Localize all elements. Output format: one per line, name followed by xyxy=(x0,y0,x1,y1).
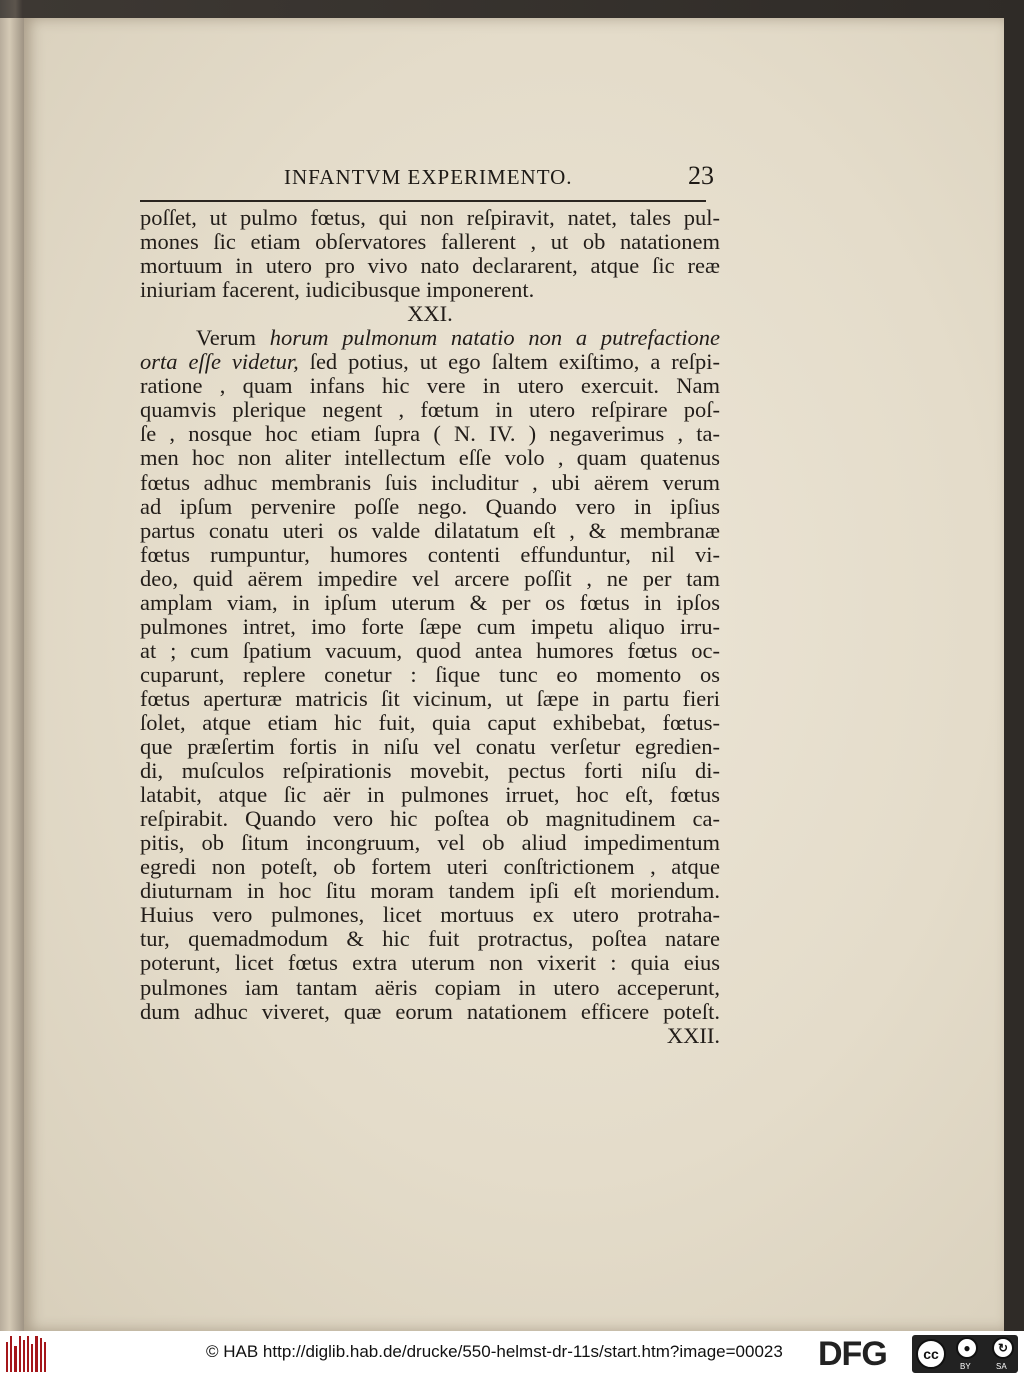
running-head xyxy=(284,161,714,195)
text-line: men hoc non aliter intellectum eſſe volo , quam quatenus xyxy=(140,446,720,471)
sa-label: SA xyxy=(996,1362,1007,1371)
cc-license-badge[interactable] xyxy=(912,1335,1018,1373)
text-line: XXII. xyxy=(666,1023,720,1048)
dfg-logo: DFG xyxy=(818,1335,887,1373)
text-line: mones ſic etiam obſervatores fallerent , ut ob natationem xyxy=(140,230,720,255)
barcode-icon xyxy=(6,1336,46,1372)
footer-copyright-link[interactable]: © HAB http://diglib.hab.de/drucke/550-helmst-dr-11s/start.htm?image=00023 xyxy=(206,1342,783,1361)
text-line: cuparunt, replere conetur : ſique tunc eo momento os xyxy=(140,662,720,687)
text-line: fœtus aperturæ matricis ſit vicinum, ut ſæpe in partu fieri xyxy=(140,686,720,711)
sa-icon: ↻ xyxy=(992,1337,1014,1359)
footer-bar xyxy=(0,1331,1024,1377)
by-icon-wrap xyxy=(950,1336,984,1372)
text-line: pulmones iam tantam aëris copiam in utero acceperunt, xyxy=(140,975,720,1000)
text-line: di, muſculos reſpirationis movebit, pectus forti niſu di- xyxy=(140,759,720,784)
text-line: diuturnam in hoc ſitu moram tandem ipſi eſt moriendum. xyxy=(140,879,720,904)
book-spine-edge xyxy=(0,18,24,1331)
by-icon: ● xyxy=(956,1337,978,1359)
text-line: ſe , nosque hoc etiam ſupra ( N. IV. ) negaverimus , ta- xyxy=(140,422,720,447)
text-line: iniuriam facerent, iudicibusque imponerent. xyxy=(140,278,535,303)
text-line: que præſertim fortis in niſu vel conatu verſetur egredien- xyxy=(140,735,720,760)
text-line: ad ipſum pervenire poſſe nego. Quando vero in ipſius xyxy=(140,494,720,519)
book-page xyxy=(24,18,1004,1331)
text-line: quamvis plerique negent , fœtum in utero reſpirare poſ- xyxy=(140,398,720,423)
text-line: fœtus rumpuntur, humores contenti effunduntur, nil vi- xyxy=(140,542,720,567)
text-line: latabit, atque ſic aër in pulmones irruet, hoc eſt, fœtus xyxy=(140,783,720,808)
text-line: tur, quemadmodum & hic fuit protractus, poſtea natare xyxy=(140,927,720,952)
text-line: deo, quid aërem impedire vel arcere poſſit , ne per tam xyxy=(140,566,720,591)
text-line: fœtus adhuc membranis ſuis includitur , ubi aërem verum xyxy=(140,470,720,495)
text-line: XXI. xyxy=(407,302,453,327)
text-line: mortuum in utero pro vivo nato declararent, atque ſic reæ xyxy=(140,254,720,279)
text-line: ſolet, atque etiam hic fuit, quia caput exhibebat, fœtus- xyxy=(140,710,720,735)
running-head-title: INFANTVM EXPERIMENTO. xyxy=(284,165,573,189)
text-line: pitis, ob ſitum incongruum, vel ob aliud impedimentum xyxy=(140,831,720,856)
sa-icon-wrap xyxy=(988,1336,1018,1372)
text-line: reſpirabit. Quando vero hic poſtea ob magnitudinem ca- xyxy=(140,807,720,832)
page-number: 23 xyxy=(688,161,714,190)
text-line: ratione , quam infans hic vere in utero exercuit. Nam xyxy=(140,374,720,399)
text-line: Huius vero pulmones, licet mortuus ex utero protraha- xyxy=(140,903,720,928)
text-line: at ; cum ſpatium vacuum, quod antea humores fœtus oc- xyxy=(140,638,720,663)
cc-icon: cc xyxy=(916,1339,946,1369)
text-line: amplam viam, in ipſum uterum & per os fœtus in ipſos xyxy=(140,590,720,615)
text-line: poterunt, licet fœtus extra uterum non vixerit : quia eius xyxy=(140,951,720,976)
text-line: egredi non poteſt, ob fortem uteri conſtrictionem , atque xyxy=(140,855,720,880)
body-text xyxy=(140,200,720,1048)
text-line: poſſet, ut pulmo fœtus, qui non reſpiravit, natet, tales pul- xyxy=(140,206,720,230)
text-line: orta eſſe videtur, ſed potius, ut ego ſaltem exiſtimo, a reſpi- xyxy=(140,350,720,375)
text-line: Verum horum pulmonum natatio non a putrefactione xyxy=(196,326,720,351)
by-label: BY xyxy=(960,1362,971,1371)
text-line: dum adhuc viveret, quæ eorum natationem efficere poteſt. xyxy=(140,999,720,1024)
text-line: partus conatu uteri os valde dilatatum eſt , & membranæ xyxy=(140,518,720,543)
text-line: pulmones intret, imo forte ſæpe cum impetu aliquo irru- xyxy=(140,614,720,639)
